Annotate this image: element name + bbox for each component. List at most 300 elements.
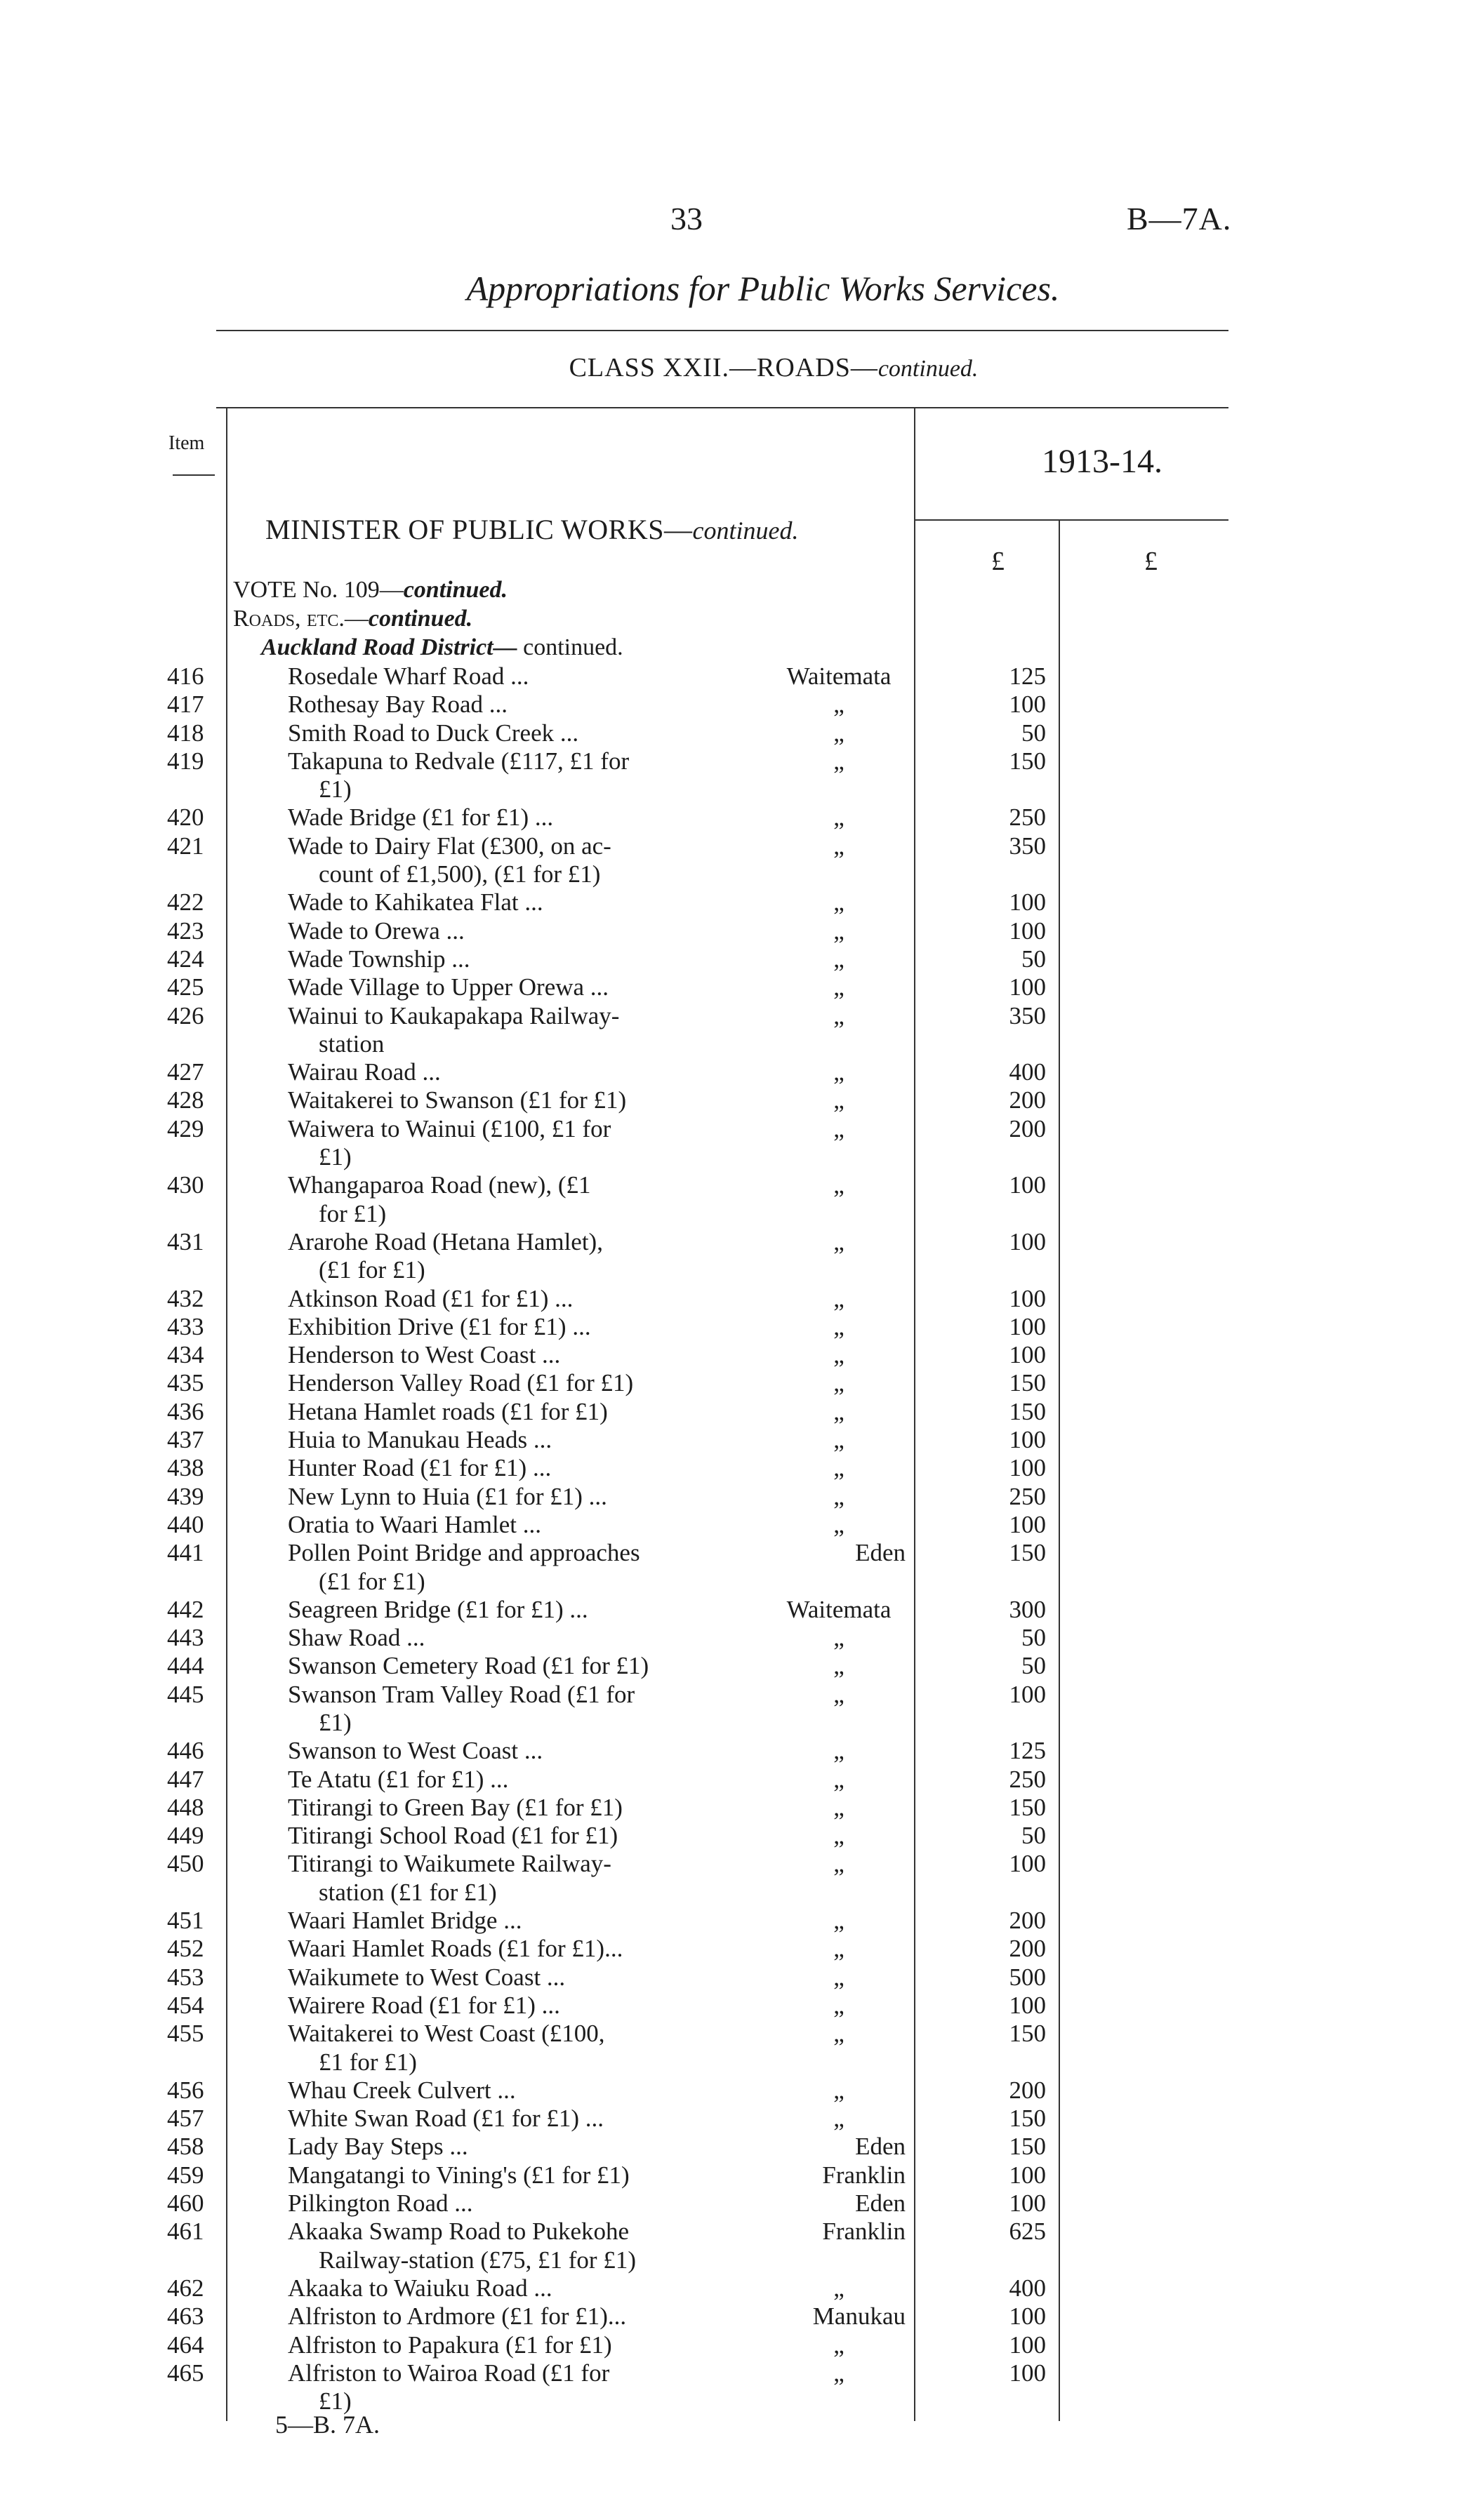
- table-row: [0, 1313, 1484, 1341]
- item-description: [288, 691, 723, 719]
- item-description: [288, 2302, 723, 2331]
- item-number: 426: [167, 1001, 204, 1029]
- description-line: Swanson Cemetery Road (£1 for £1): [288, 1652, 649, 1680]
- item-number: 460: [167, 2189, 204, 2218]
- district-name: „: [833, 1822, 844, 1850]
- district-name: „: [833, 1426, 844, 1454]
- item-description: [288, 1002, 723, 1059]
- table-row: [0, 1624, 1484, 1652]
- district-name: „: [833, 2020, 844, 2048]
- district-name: „: [833, 1765, 844, 1793]
- item-description: [288, 1454, 723, 1482]
- vote-main: VOTE No. 109—: [233, 577, 404, 603]
- district-name: „: [833, 1624, 844, 1652]
- vote-cont: continued.: [403, 577, 508, 603]
- item-number: 430: [167, 1171, 204, 1199]
- item-description: [288, 1850, 723, 1907]
- item-number: 436: [167, 1397, 204, 1425]
- table-row: [0, 1964, 1484, 1992]
- description-continuation: £1): [319, 775, 352, 804]
- amount: 50: [1021, 1624, 1046, 1652]
- amount: 50: [1021, 1822, 1046, 1850]
- item-description: [288, 2274, 723, 2302]
- description-line: Takapuna to Redvale (£117, £1 for: [288, 747, 630, 775]
- description-line: Alfriston to Ardmore (£1 for £1)...: [288, 2302, 627, 2331]
- item-description: [288, 1766, 723, 1794]
- description-line: Waitakerei to Swanson (£1 for £1): [288, 1086, 627, 1114]
- table-row: [0, 1992, 1484, 2020]
- page-signature: 5—B. 7A.: [275, 2411, 380, 2439]
- year-rule: [914, 519, 1228, 521]
- description-line: Waiwera to Wainui (£100, £1 for: [288, 1114, 611, 1142]
- description-line: Wainui to Kaukapakapa Railway-: [288, 1001, 620, 1029]
- description-line: Henderson to West Coast ...: [288, 1341, 561, 1369]
- item-number: 452: [167, 1935, 204, 1963]
- district-name: Franklin: [822, 2218, 906, 2246]
- table-row: [0, 832, 1484, 889]
- table-row: [0, 2020, 1484, 2076]
- table-row: [0, 1596, 1484, 1624]
- amount: 100: [1009, 691, 1046, 719]
- table-row: [0, 662, 1484, 691]
- table-row: [0, 2331, 1484, 2359]
- amount: 100: [1009, 2302, 1046, 2331]
- amount: 200: [1009, 1114, 1046, 1142]
- item-number: 464: [167, 2331, 204, 2359]
- table-row: [0, 973, 1484, 1001]
- item-description: [288, 1935, 723, 1963]
- district-name: „: [833, 2076, 844, 2104]
- description-line: Lady Bay Steps ...: [288, 2133, 468, 2161]
- amount: 100: [1009, 1341, 1046, 1369]
- table-row: [0, 747, 1484, 804]
- district-name: Franklin: [822, 2161, 906, 2189]
- table-row: [0, 1398, 1484, 1426]
- table-top-rule: [216, 407, 1228, 408]
- item-number: 454: [167, 1991, 204, 2019]
- item-description: [288, 1341, 723, 1369]
- amount: 150: [1009, 2133, 1046, 2161]
- description-line: Waari Hamlet Bridge ...: [288, 1907, 522, 1935]
- description-continuation: Railway-station (£75, £1 for £1): [319, 2246, 636, 2274]
- table-row: [0, 1681, 1484, 1738]
- district-name: „: [833, 1907, 844, 1935]
- table-row: [0, 1907, 1484, 1935]
- item-description: [288, 1426, 723, 1454]
- amount: 100: [1009, 973, 1046, 1001]
- item-number: 442: [167, 1595, 204, 1623]
- district-name: „: [833, 691, 844, 719]
- description-line: Henderson Valley Road (£1 for £1): [288, 1369, 634, 1397]
- item-description: [288, 1794, 723, 1822]
- description-line: Wade to Kahikatea Flat ...: [288, 888, 543, 916]
- item-header-rule: [173, 474, 215, 476]
- district-name: „: [833, 888, 844, 916]
- table-row: [0, 1426, 1484, 1454]
- table-row: [0, 1341, 1484, 1369]
- table-row: [0, 1115, 1484, 1172]
- item-description: [288, 1992, 723, 2020]
- district-name: „: [833, 1312, 844, 1340]
- table-row: [0, 1766, 1484, 1794]
- item-number: 462: [167, 2274, 204, 2302]
- description-continuation: £1): [319, 1143, 352, 1171]
- description-line: Wade Township ...: [288, 945, 470, 973]
- table-row: [0, 1058, 1484, 1086]
- item-description: [288, 2105, 723, 2133]
- item-number: 419: [167, 747, 204, 775]
- description-line: Shaw Road ...: [288, 1624, 425, 1652]
- description-line: Whau Creek Culvert ...: [288, 2076, 516, 2104]
- item-description: [288, 1624, 723, 1652]
- item-description: [288, 917, 723, 945]
- item-description: [288, 1058, 723, 1086]
- district-name: „: [833, 1850, 844, 1878]
- description-line: Wade to Dairy Flat (£300, on ac-: [288, 832, 611, 860]
- item-number: 455: [167, 2020, 204, 2048]
- amount: 50: [1021, 1652, 1046, 1680]
- district-name: Eden: [855, 1539, 906, 1567]
- item-description: [288, 1171, 723, 1228]
- amount: 200: [1009, 1086, 1046, 1114]
- amount: 400: [1009, 1058, 1046, 1086]
- table-row: [0, 719, 1484, 747]
- item-number: 429: [167, 1114, 204, 1142]
- description-line: Titirangi to Green Bay (£1 for £1): [288, 1793, 623, 1821]
- description-line: Titirangi to Waikumete Railway-: [288, 1850, 611, 1878]
- description-continuation: count of £1,500), (£1 for £1): [319, 860, 601, 888]
- district-name: „: [833, 2359, 844, 2387]
- item-description: [288, 1398, 723, 1426]
- district-name: „: [833, 1369, 844, 1397]
- description-line: Swanson Tram Valley Road (£1 for: [288, 1680, 635, 1708]
- district-name: „: [833, 804, 844, 832]
- table-row: [0, 2302, 1484, 2331]
- amount: 250: [1009, 1482, 1046, 1510]
- item-description: [288, 1539, 723, 1596]
- description-continuation: for £1): [319, 1199, 387, 1227]
- amount: 350: [1009, 1001, 1046, 1029]
- description-line: White Swan Road (£1 for £1) ...: [288, 2105, 604, 2133]
- item-number: 463: [167, 2302, 204, 2331]
- item-description: [288, 747, 723, 804]
- district-name: „: [833, 1058, 844, 1086]
- district-name: Eden: [855, 2133, 906, 2161]
- item-description: [288, 804, 723, 832]
- item-number: 437: [167, 1426, 204, 1454]
- table-row: [0, 1737, 1484, 1765]
- item-description: [288, 1822, 723, 1850]
- district-name: „: [833, 1963, 844, 1991]
- item-description: [288, 1313, 723, 1341]
- district-cont: continued.: [517, 634, 623, 660]
- item-number: 443: [167, 1624, 204, 1652]
- item-description: [288, 1964, 723, 1992]
- item-number: 461: [167, 2218, 204, 2246]
- description-continuation: (£1 for £1): [319, 1256, 425, 1284]
- item-number: 444: [167, 1652, 204, 1680]
- item-number: 431: [167, 1227, 204, 1255]
- item-number: 445: [167, 1680, 204, 1708]
- year-header: 1913-14.: [1042, 443, 1162, 480]
- description-line: Alfriston to Wairoa Road (£1 for: [288, 2359, 610, 2387]
- district-name: „: [833, 747, 844, 775]
- description-line: Pollen Point Bridge and approaches: [288, 1539, 640, 1567]
- description-line: Hunter Road (£1 for £1) ...: [288, 1454, 552, 1482]
- table-row: [0, 1228, 1484, 1285]
- amount: 100: [1009, 1991, 1046, 2019]
- description-line: Waitakerei to West Coast (£100,: [288, 2020, 605, 2048]
- amount: 100: [1009, 888, 1046, 916]
- table-row: [0, 804, 1484, 832]
- item-number: 416: [167, 662, 204, 690]
- district-name: „: [833, 916, 844, 945]
- item-description: [288, 1228, 723, 1285]
- description-line: Pilkington Road ...: [288, 2189, 473, 2218]
- item-number: 448: [167, 1793, 204, 1821]
- item-number: 450: [167, 1850, 204, 1878]
- item-description: [288, 1596, 723, 1624]
- district-name: Waitemata: [786, 662, 892, 690]
- item-description: [288, 2359, 723, 2416]
- item-number: 428: [167, 1086, 204, 1114]
- district-name: „: [833, 1171, 844, 1199]
- district-name: „: [833, 1935, 844, 1963]
- item-description: [288, 1681, 723, 1738]
- amount: 200: [1009, 2076, 1046, 2104]
- table-row: [0, 691, 1484, 719]
- district-name: Eden: [855, 2189, 906, 2218]
- item-number: 424: [167, 945, 204, 973]
- table-row: [0, 1935, 1484, 1963]
- amount: 100: [1009, 1510, 1046, 1538]
- item-number: 459: [167, 2161, 204, 2189]
- item-description: [288, 2331, 723, 2359]
- table-row: [0, 1086, 1484, 1114]
- item-description: [288, 945, 723, 973]
- amount: 100: [1009, 1312, 1046, 1340]
- district-name: „: [833, 1454, 844, 1482]
- description-line: Wade Village to Upper Orewa ...: [288, 973, 609, 1001]
- item-description: [288, 1086, 723, 1114]
- item-description: [288, 2218, 723, 2274]
- table-row: [0, 1539, 1484, 1596]
- item-description: [288, 1511, 723, 1539]
- district-name: „: [833, 2105, 844, 2133]
- page-number: 33: [670, 201, 703, 236]
- district-name: „: [833, 1652, 844, 1680]
- amount: 100: [1009, 1426, 1046, 1454]
- minister-cont: continued.: [692, 516, 799, 545]
- amount: 300: [1009, 1595, 1046, 1623]
- description-continuation: £1): [319, 2387, 352, 2415]
- item-number: 422: [167, 888, 204, 916]
- minister-main: MINISTER OF PUBLIC WORKS—: [265, 514, 693, 545]
- description-line: Swanson to West Coast ...: [288, 1737, 543, 1765]
- description-line: Wade Bridge (£1 for £1) ...: [288, 804, 554, 832]
- table-row: [0, 2076, 1484, 2105]
- description-continuation: £1): [319, 1708, 352, 1736]
- class-heading: [0, 352, 1484, 383]
- item-number: 453: [167, 1963, 204, 1991]
- amount: 100: [1009, 1680, 1046, 1708]
- table-row: [0, 1002, 1484, 1059]
- amount: 350: [1009, 832, 1046, 860]
- roads-cont: continued.: [368, 606, 473, 632]
- pound-column-left: £: [991, 547, 1005, 576]
- district-name: „: [833, 1001, 844, 1029]
- amount: 250: [1009, 804, 1046, 832]
- district-name: „: [833, 973, 844, 1001]
- item-number: 427: [167, 1058, 204, 1086]
- table-row: [0, 2218, 1484, 2274]
- item-description: [288, 888, 723, 916]
- amount: 100: [1009, 2189, 1046, 2218]
- item-number: 449: [167, 1822, 204, 1850]
- amount: 100: [1009, 1850, 1046, 1878]
- vote-heading: [233, 577, 508, 604]
- table-row: [0, 2189, 1484, 2218]
- amount: 250: [1009, 1765, 1046, 1793]
- description-line: Ararohe Road (Hetana Hamlet),: [288, 1227, 603, 1255]
- amount: 100: [1009, 1284, 1046, 1312]
- item-description: [288, 662, 723, 691]
- amount: 150: [1009, 2105, 1046, 2133]
- item-description: [288, 2076, 723, 2105]
- item-description: [288, 1115, 723, 1172]
- item-number: 432: [167, 1284, 204, 1312]
- amount: 200: [1009, 1935, 1046, 1963]
- amount: 125: [1009, 662, 1046, 690]
- item-number: 458: [167, 2133, 204, 2161]
- roads-main: Roads, etc.—: [233, 606, 369, 632]
- table-row: [0, 1794, 1484, 1822]
- district-name: „: [833, 2274, 844, 2302]
- description-line: Exhibition Drive (£1 for £1) ...: [288, 1312, 591, 1340]
- amount: 400: [1009, 2274, 1046, 2302]
- item-number: 435: [167, 1369, 204, 1397]
- item-number: 451: [167, 1907, 204, 1935]
- table-row: [0, 917, 1484, 945]
- district-name: „: [833, 1482, 844, 1510]
- amount: 150: [1009, 1369, 1046, 1397]
- description-line: Smith Road to Duck Creek ...: [288, 719, 579, 747]
- amount: 50: [1021, 719, 1046, 747]
- item-number: 433: [167, 1312, 204, 1340]
- table-row: [0, 1652, 1484, 1680]
- amount: 150: [1009, 1539, 1046, 1567]
- item-number: 439: [167, 1482, 204, 1510]
- item-description: [288, 1369, 723, 1397]
- district-name: „: [833, 1793, 844, 1821]
- item-description: [288, 1483, 723, 1511]
- amount: 100: [1009, 1171, 1046, 1199]
- table-row: [0, 2161, 1484, 2189]
- table-row: [0, 2274, 1484, 2302]
- item-description: [288, 1285, 723, 1313]
- table-row: [0, 2133, 1484, 2161]
- amount: 150: [1009, 1793, 1046, 1821]
- description-continuation: station (£1 for £1): [319, 1878, 497, 1906]
- document-code: B—7A.: [1127, 201, 1232, 236]
- amount: 625: [1009, 2218, 1046, 2246]
- description-line: Wade to Orewa ...: [288, 916, 465, 945]
- item-number: 456: [167, 2076, 204, 2104]
- item-number: 434: [167, 1341, 204, 1369]
- district-name: „: [833, 2331, 844, 2359]
- item-number: 441: [167, 1539, 204, 1567]
- description-line: Akaaka to Waiuku Road ...: [288, 2274, 552, 2302]
- description-line: Oratia to Waari Hamlet ...: [288, 1510, 541, 1538]
- description-line: Whangaparoa Road (new), (£1: [288, 1171, 591, 1199]
- district-name: „: [833, 1086, 844, 1114]
- item-description: [288, 2161, 723, 2189]
- description-line: Rothesay Bay Road ...: [288, 691, 508, 719]
- item-description: [288, 1652, 723, 1680]
- district-name: „: [833, 1114, 844, 1142]
- table-row: [0, 1369, 1484, 1397]
- table-row: [0, 1850, 1484, 1907]
- amount: 100: [1009, 1454, 1046, 1482]
- item-number: 457: [167, 2105, 204, 2133]
- district-name: „: [833, 1680, 844, 1708]
- district-name: Waitemata: [786, 1595, 892, 1623]
- table-row: [0, 1483, 1484, 1511]
- description-line: Mangatangi to Vining's (£1 for £1): [288, 2161, 630, 2189]
- description-line: Seagreen Bridge (£1 for £1) ...: [288, 1595, 588, 1623]
- description-line: Akaaka Swamp Road to Pukekohe: [288, 2218, 630, 2246]
- item-number: 440: [167, 1510, 204, 1538]
- item-number: 446: [167, 1737, 204, 1765]
- class-heading-cont: continued.: [877, 356, 979, 382]
- description-line: Waari Hamlet Roads (£1 for £1)...: [288, 1935, 623, 1963]
- item-description: [288, 2020, 723, 2076]
- item-number: 420: [167, 804, 204, 832]
- description-line: Huia to Manukau Heads ...: [288, 1426, 552, 1454]
- description-continuation: station: [319, 1029, 385, 1058]
- pound-column-right: £: [1144, 547, 1158, 576]
- class-heading-main: CLASS XXII.—ROADS—: [569, 353, 878, 382]
- amount: 150: [1009, 747, 1046, 775]
- district-name: „: [833, 1397, 844, 1425]
- item-number: 465: [167, 2359, 204, 2387]
- amount: 50: [1021, 945, 1046, 973]
- amount: 100: [1009, 2359, 1046, 2387]
- district-name: „: [833, 719, 844, 747]
- amount: 500: [1009, 1963, 1046, 1991]
- description-line: Wairere Road (£1 for £1) ...: [288, 1991, 560, 2019]
- item-description: [288, 2133, 723, 2161]
- amount: 150: [1009, 2020, 1046, 2048]
- district-heading: [261, 634, 623, 661]
- table-row: [0, 1171, 1484, 1228]
- item-description: [288, 1737, 723, 1765]
- district-name: Manukau: [812, 2302, 906, 2331]
- appropriations-table: [0, 662, 1484, 2415]
- amount: 125: [1009, 1737, 1046, 1765]
- item-description: [288, 2189, 723, 2218]
- district-name: „: [833, 1341, 844, 1369]
- table-row: [0, 1454, 1484, 1482]
- item-description: [288, 973, 723, 1001]
- district-name: „: [833, 1737, 844, 1765]
- description-continuation: £1 for £1): [319, 2048, 417, 2076]
- item-description: [288, 1907, 723, 1935]
- district-main: Auckland Road District—: [261, 634, 517, 660]
- description-line: Hetana Hamlet roads (£1 for £1): [288, 1397, 608, 1425]
- table-row: [0, 2105, 1484, 2133]
- table-row: [0, 888, 1484, 916]
